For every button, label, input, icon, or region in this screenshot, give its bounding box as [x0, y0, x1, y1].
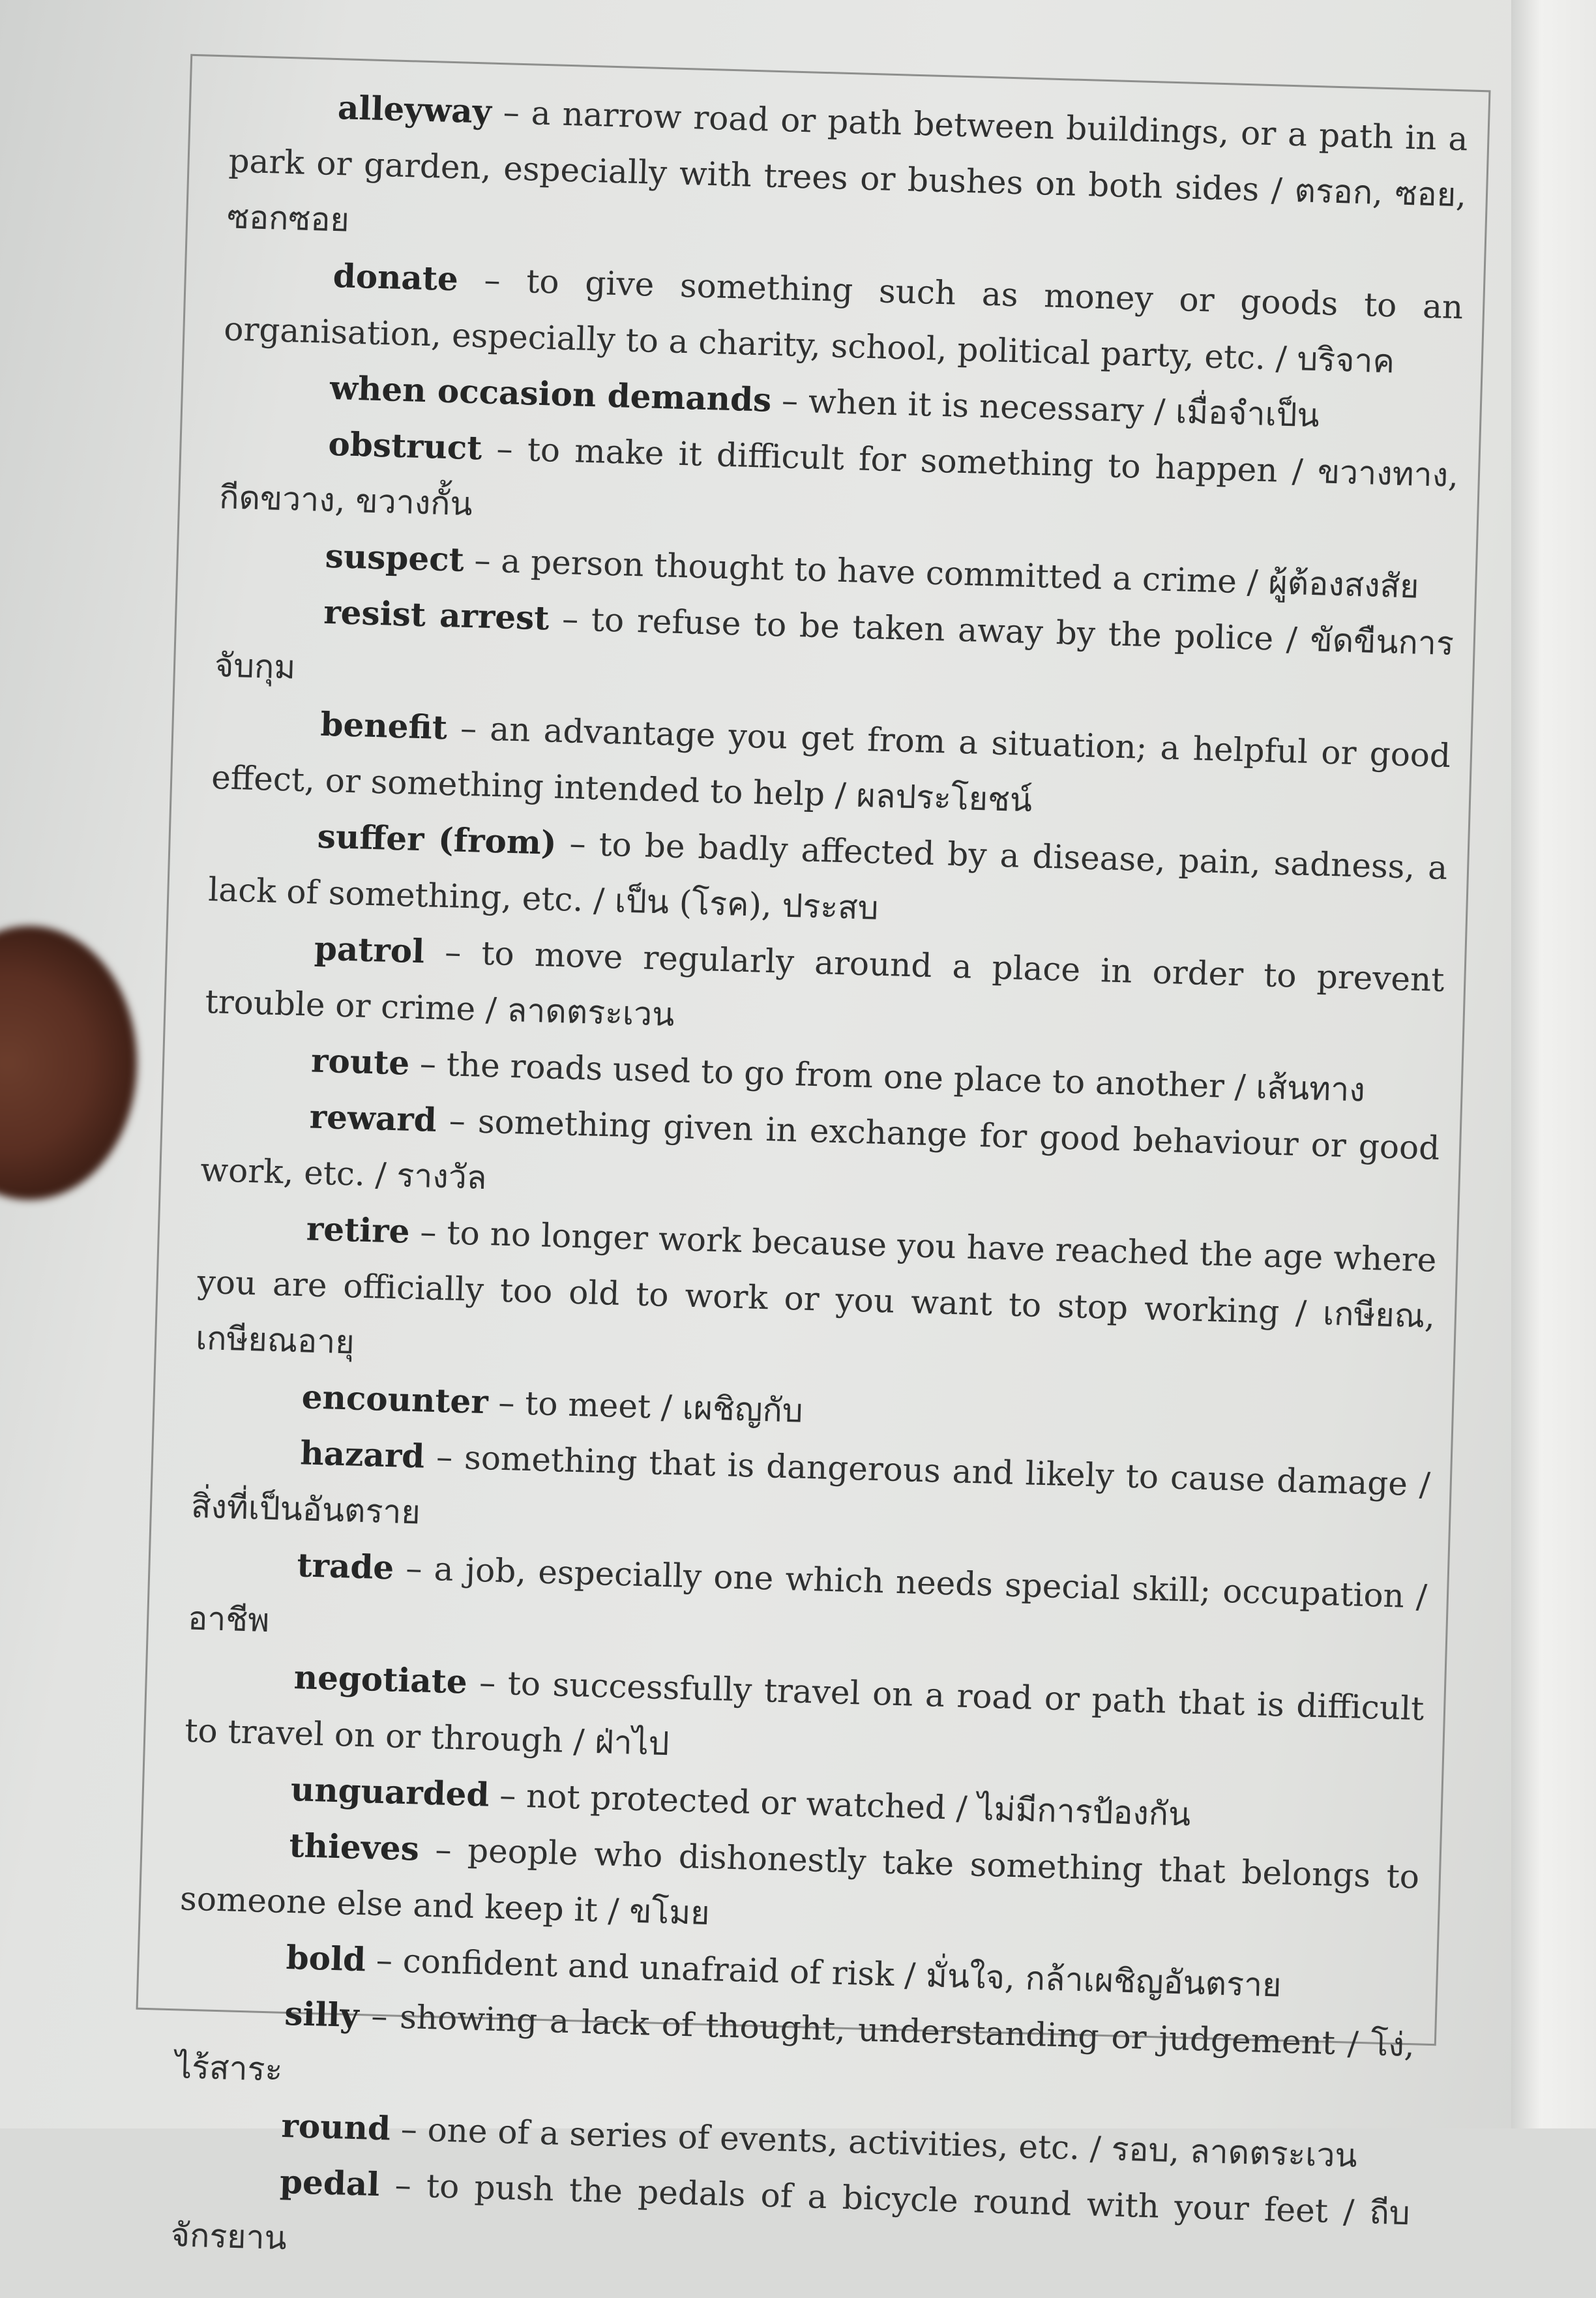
glossary-definition: – confident and unafraid of risk / มั่นใจ, กล้าเผชิญอันตราย	[365, 1941, 1282, 2005]
finger-shadow	[0, 926, 137, 1200]
glossary-definition: – not protected or watched / ไม่มีการป้องกัน	[488, 1776, 1192, 1834]
glossary-term: donate	[332, 256, 459, 299]
glossary-term: retire	[306, 1209, 411, 1251]
glossary-term: benefit	[319, 704, 448, 747]
glossary-entry	[226, 76, 1468, 279]
glossary-term: route	[310, 1041, 410, 1082]
glossary-definition: – to be badly affected by a disease, pain, sadness, a lack of something, etc. / เป็น (โรค), ประสบ	[207, 824, 1448, 927]
glossary-term: hazard	[299, 1433, 426, 1476]
next-page-edge	[1511, 0, 1596, 2128]
glossary-definition: – to push the pedals of a bicycle round with your feet / ถีบจักรยาน	[170, 2166, 1411, 2258]
glossary-term: thieves	[288, 1826, 420, 1868]
glossary-definition: – showing a lack of thought, understanding or judgement / โง่, ไร้สาระ	[175, 1997, 1415, 2089]
glossary-definition: – something that is dangerous and likely to cause damage / สิ่งที่เป็นอันตราย	[190, 1437, 1431, 1532]
glossary-term: encounter	[301, 1377, 489, 1422]
glossary-term: obstruct	[327, 424, 483, 468]
glossary-box	[136, 54, 1491, 2258]
glossary-definition: – an advantage you get from a situation; a helpful or good effect, or something intended to help / ผลประโยชน์	[211, 709, 1451, 820]
glossary-definition: – people who dishonestly take something that belongs to someone else and keep it / ขโมย	[179, 1830, 1420, 1933]
glossary-term: suffer (from)	[317, 816, 557, 862]
glossary-term: negotiate	[293, 1658, 468, 1701]
glossary-definition: – when it is necessary / เมื่อจำเป็น	[771, 381, 1320, 435]
glossary-term: unguarded	[290, 1770, 490, 1814]
glossary-list	[170, 76, 1469, 2297]
glossary-definition: – to meet / เผชิญกับ	[487, 1383, 804, 1430]
glossary-term: resist arrest	[323, 592, 550, 638]
glossary-definition: – something given in exchange for good behaviour or good work, etc. / รางวัล	[200, 1101, 1440, 1197]
glossary-term: alleyway	[337, 88, 492, 131]
glossary-term: reward	[309, 1097, 437, 1139]
glossary-term: round	[280, 2106, 391, 2148]
glossary-term: pedal	[279, 2162, 381, 2204]
glossary-term: patrol	[314, 929, 425, 971]
glossary-entry	[195, 1198, 1437, 1401]
glossary-term: trade	[296, 1545, 395, 1587]
glossary-term: suspect	[325, 536, 465, 579]
glossary-definition: – to make it difficult for something to happen / ขวางทาง, กีดขวาง, ขวางกั้น	[218, 429, 1459, 524]
glossary-term: when occasion demands	[329, 368, 773, 419]
glossary-definition: – a person thought to have committed a crime / ผู้ต้องสงสัย	[463, 541, 1420, 606]
glossary-term: bold	[286, 1937, 366, 1979]
glossary-term: silly	[284, 1993, 360, 2035]
glossary-definition: – to move regularly around a place in order to prevent trouble or crime / ลาดตระเวน	[204, 933, 1445, 1034]
glossary-definition: – to successfully travel on a road or path that is difficult to travel on or through / ฝ่าไป	[184, 1663, 1425, 1763]
glossary-definition: – the roads used to go from one place to another / เส้นทาง	[409, 1044, 1366, 1109]
glossary-definition: – a job, especially one which needs special skill; occupation / อาชีพ	[187, 1549, 1428, 1640]
glossary-definition: – one of a series of events, activities, etc. / รอบ, ลาดตระเวน	[390, 2110, 1358, 2175]
glossary-definition: – a narrow road or path between buildings, or a path in a park or garden, especially with trees or bushes on both sides / ตรอก, ซอย, ซอกซอย	[226, 93, 1469, 239]
glossary-definition: – to give something such as money or goods to an organisation, especially to a charity, school, political party, etc. / บริจาค	[223, 260, 1464, 381]
glossary-definition: – to refuse to be taken away by the police / ขัดขืนการจับกุม	[214, 599, 1455, 687]
glossary-definition: – to no longer work because you have reached the age where you are officially too old to work or you want to stop working / เกษียณ, เกษียณอายุ	[195, 1212, 1438, 1362]
